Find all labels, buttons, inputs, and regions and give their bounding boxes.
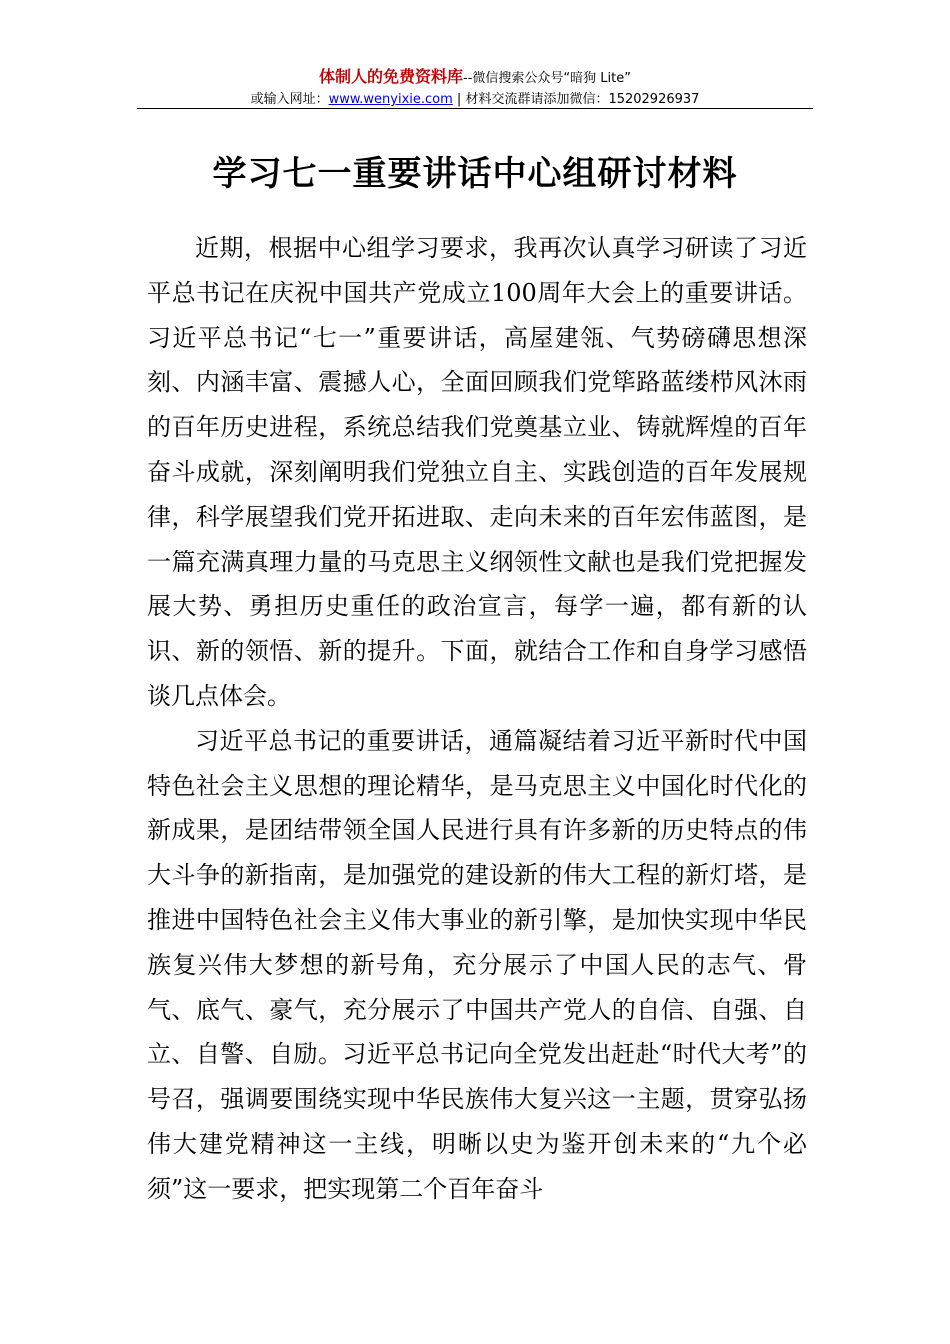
header-site-link[interactable]: www.wenyixie.com [328, 92, 453, 107]
header-brand: 体制人的免费资料库 [319, 67, 464, 86]
document-title: 学习七一重要讲话中心组研讨材料 [212, 154, 738, 194]
header-contact: | 材料交流群请添加微信：15202926937 [452, 92, 700, 107]
header-brand-line [0, 66, 950, 90]
document-body [147, 226, 807, 1212]
paragraph-1: 近期，根据中心组学习要求，我再次认真学习研读了习近平总书记在庆祝中国共产党成立100周年大会上的重要讲话。习近平总书记“七一”重要讲话，高屋建瓴、气势磅礴思想深刻、内涵丰富、震撼人心，全面回顾我们党筚路蓝缕栉风沐雨的百年历史进程，系统总结我们党奠基立业、铸就辉煌的百年奋斗成就，深刻阐明我们党独立自主、实践创造的百年发展规律，科学展望我们党开拓进取、走向未来的百年宏伟蓝图，是一篇充满真理力量的马克思主义纲领性文献也是我们党把握发展大势、勇担历史重任的政治宣言，每学一遍，都有新的认识、新的领悟、新的提升。下面，就结合工作和自身学习感悟谈几点体会。 [147, 234, 807, 710]
page-header [0, 66, 950, 110]
header-subtitle: --微信搜索公众号“暗狗 Lite” [463, 71, 631, 86]
header-site-prefix: 或输入网址： [250, 92, 329, 107]
paragraph-2: 习近平总书记的重要讲话，通篇凝结着习近平新时代中国特色社会主义思想的理论精华，是马克思主义中国化时代化的新成果，是团结带领全国人民进行具有许多新的历史特点的伟大斗争的新指南，是加强党的建设新的伟大工程的新灯塔，是推进中国特色社会主义伟大事业的新引擎，是加快实现中华民族复兴伟大梦想的新号角，充分展示了中国人民的志气、骨气、底气、豪气，充分展示了中国共产党人的自信、自强、自立、自警、自励。习近平总书记向全党发出赶赴“时代大考”的号召，强调要围绕实现中华民族伟大复兴这一主题，贯穿弘扬伟大建党精神这一主线，明晰以史为鉴开创未来的“九个必须”这一要求，把实现第二个百年奋斗 [147, 726, 807, 1203]
header-contact-line [0, 90, 950, 110]
header-divider [137, 108, 813, 109]
